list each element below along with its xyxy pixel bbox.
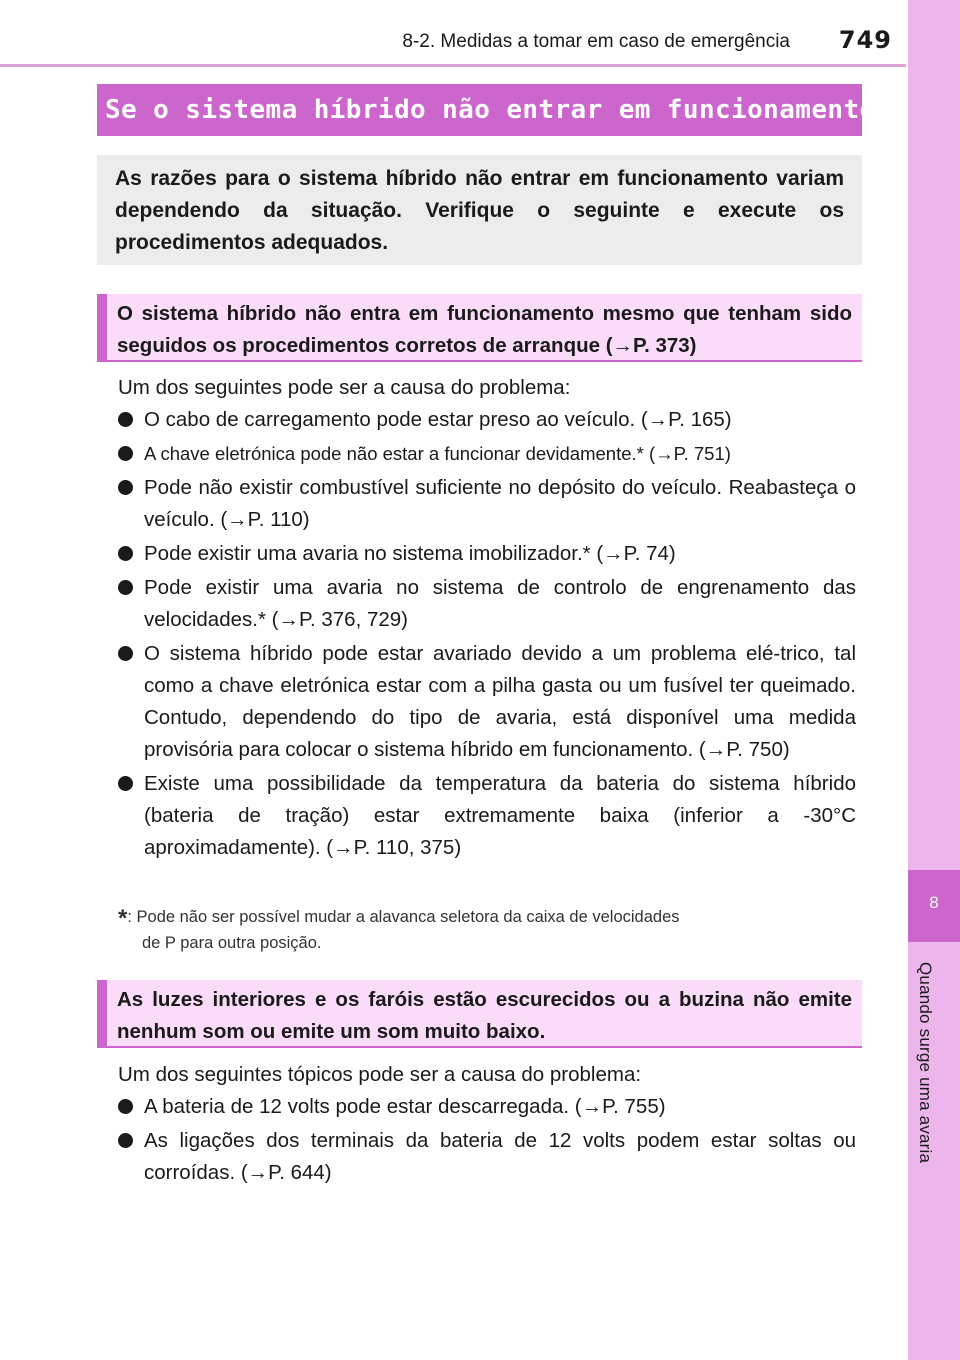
bullet-icon — [118, 580, 133, 595]
section-heading-2: As luzes interiores e os faróis estão escurecidos ou a buzina não emite nenhum som ou emite um som muito baixo. — [97, 980, 862, 1048]
list-item: A bateria de 12 volts pode estar descarregada. (→P. 755) — [118, 1091, 856, 1123]
section1-list — [118, 404, 856, 866]
list-item: Pode existir uma avaria no sistema de controlo de engrenamento das velocidades.* (→P. 376, 729) — [118, 572, 856, 636]
bullet-icon — [118, 1099, 133, 1114]
footnote-mark: * — [118, 905, 128, 932]
section-heading-1: O sistema híbrido não entra em funcionamento mesmo que tenham sido seguidos os procedimentos corretos de arranque (→P. 373) — [97, 294, 862, 362]
list-item: O sistema híbrido pode estar avariado devido a um problema elé-trico, tal como a chave eletrónica estar com a pilha gasta ou um fusível ter queimado. Contudo, dependendo do tipo de avaria, está disponível uma medida provisória para colocar o sistema híbrido em funcionamento. (→P. 750) — [118, 638, 856, 766]
bullet-icon — [118, 412, 133, 427]
list-item: O cabo de carregamento pode estar preso ao veículo. (→P. 165) — [118, 404, 856, 436]
section2-lead: Um dos seguintes tópicos pode ser a causa do problema: — [118, 1063, 642, 1086]
header-rule — [0, 64, 906, 67]
intro-box: As razões para o sistema híbrido não entrar em funcionamento variam dependendo da situação. Verifique o seguinte e execute os procedimentos adequados. — [97, 155, 862, 265]
bullet-icon — [118, 646, 133, 661]
footnote-text: : Pode não ser possível mudar a alavanca seletora da caixa de velocidades — [127, 908, 680, 926]
bullet-icon — [118, 446, 133, 461]
page-number: 749 — [838, 26, 892, 54]
footnote — [118, 905, 858, 955]
list-item: Pode existir uma avaria no sistema imobilizador.* (→P. 74) — [118, 538, 856, 570]
section1-lead: Um dos seguintes pode ser a causa do problema: — [118, 376, 571, 399]
bullet-icon — [118, 480, 133, 495]
section-reference: 8-2. Medidas a tomar em caso de emergência — [402, 31, 790, 52]
list-item: As ligações dos terminais da bateria de 12 volts podem estar soltas ou corroídas. (→P. 644) — [118, 1125, 856, 1189]
footnote-continuation: de P para outra posição. — [142, 934, 322, 952]
list-item: Pode não existir combustível suficiente no depósito do veículo. Reabasteça o veículo. (→P. 110) — [118, 472, 856, 536]
list-item: A chave eletrónica pode não estar a funcionar devidamente.* (→P. 751) — [118, 438, 856, 470]
chapter-label: Quando surge uma avaria — [916, 962, 935, 1164]
list-item: Existe uma possibilidade da temperatura da bateria do sistema híbrido (bateria de tração) estar extremamente baixa (inferior a -30°C aproximadamente). (→P. 110, 375) — [118, 768, 856, 864]
chapter-number: 8 — [929, 893, 939, 912]
bullet-icon — [118, 546, 133, 561]
bullet-icon — [118, 776, 133, 791]
bullet-icon — [118, 1133, 133, 1148]
page-title: Se o sistema híbrido não entrar em funcionamento — [97, 84, 862, 136]
section2-list — [118, 1091, 856, 1191]
